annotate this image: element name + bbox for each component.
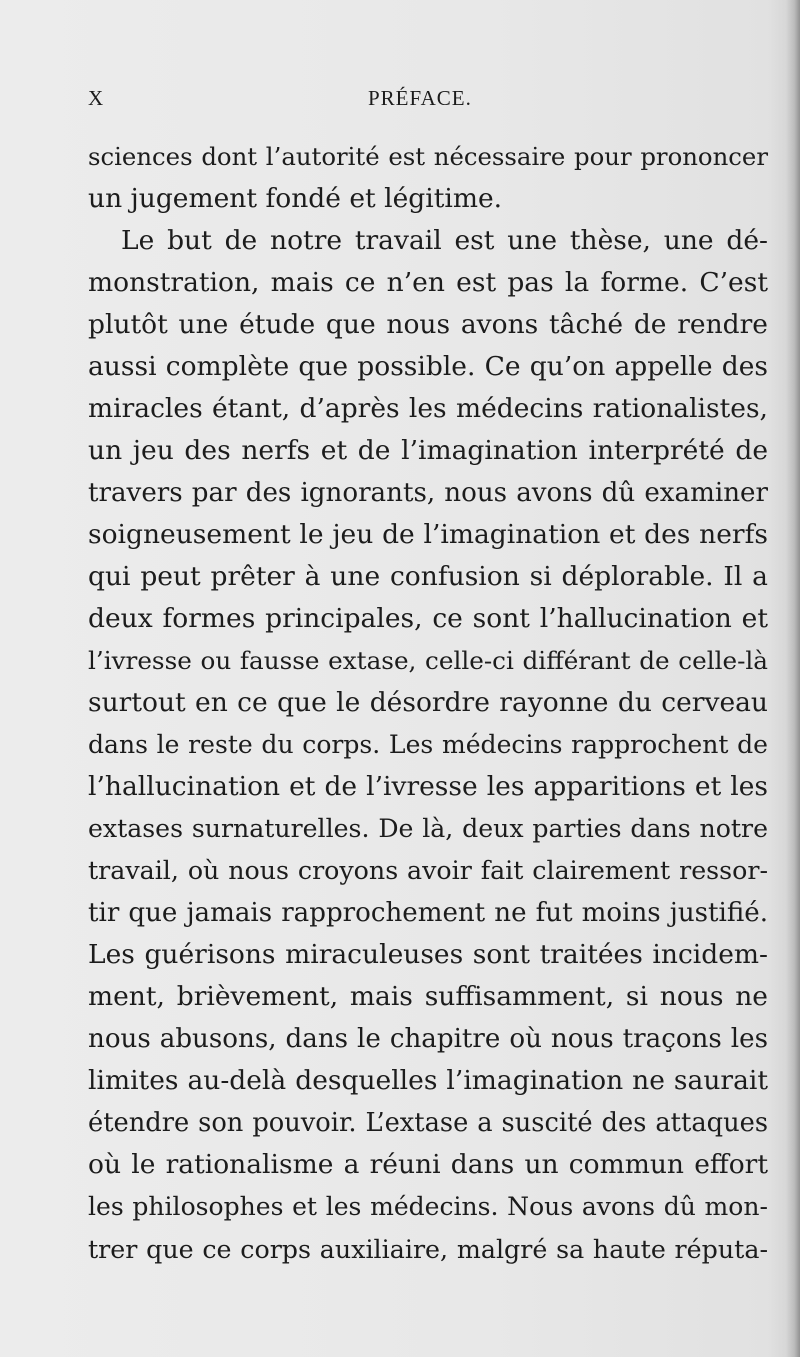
text-line: dans le reste du corps. Les médecins rapprochent de <box>88 730 768 759</box>
text-line: les philosophes et les médecins. Nous avons dû mon- <box>88 1192 768 1221</box>
text-line: tir que jamais rapprochement ne fut moins justifié. <box>88 898 768 928</box>
page-number: X <box>88 86 105 110</box>
text-line: Le but de notre travail est une thèse, une dé- <box>121 225 768 256</box>
text-line: aussi complète que possible. Ce qu’on appelle des <box>88 351 768 382</box>
text-line: surtout en ce que le désordre rayonne du cerveau <box>88 687 768 718</box>
text-line: limites au-delà desquelles l’imagination ne saurait <box>88 1065 768 1096</box>
text-line: l’hallucination et de l’ivresse les apparitions et les <box>88 771 768 802</box>
text-line: travail, où nous croyons avoir fait clairement ressor- <box>88 856 768 885</box>
text-line: étendre son pouvoir. L’extase a suscité des attaques <box>88 1108 768 1138</box>
text-line: Les guérisons miraculeuses sont traitées incidem- <box>88 939 768 970</box>
running-head <box>88 86 768 116</box>
text-line: ment, brièvement, mais suffisamment, si nous ne <box>88 981 768 1012</box>
text-line: où le rationalisme a réuni dans un commun effort <box>88 1149 768 1180</box>
running-title: PRÉFACE. <box>368 86 472 110</box>
text-line: l’ivresse ou fausse extase, celle-ci différant de celle-là <box>88 646 768 675</box>
text-line: travers par des ignorants, nous avons dû examiner <box>88 478 768 508</box>
text-line: monstration, mais ce n’en est pas la forme. C’est <box>88 267 768 298</box>
text-line: trer que ce corps auxiliaire, malgré sa haute réputa- <box>88 1234 768 1264</box>
text-line: qui peut prêter à une confusion si déplorable. Il a <box>88 561 768 592</box>
page-edge-shadow <box>786 0 800 1357</box>
text-line: extases surnaturelles. De là, deux parties dans notre <box>88 814 768 843</box>
text-line: soigneusement le jeu de l’imagination et des nerfs <box>88 519 768 550</box>
text-line: un jugement fondé et légitime. <box>88 183 503 214</box>
text-line: plutôt une étude que nous avons tâché de rendre <box>88 309 768 340</box>
text-line: miracles étant, d’après les médecins rationalistes, <box>88 393 768 424</box>
text-line: un jeu des nerfs et de l’imagination interprété de <box>88 435 768 466</box>
text-line: nous abusons, dans le chapitre où nous traçons les <box>88 1024 768 1054</box>
text-line: deux formes principales, ce sont l’hallucination et <box>88 603 768 634</box>
body-text <box>88 136 768 1270</box>
text-line: sciences dont l’autorité est nécessaire pour prononcer <box>88 142 768 171</box>
